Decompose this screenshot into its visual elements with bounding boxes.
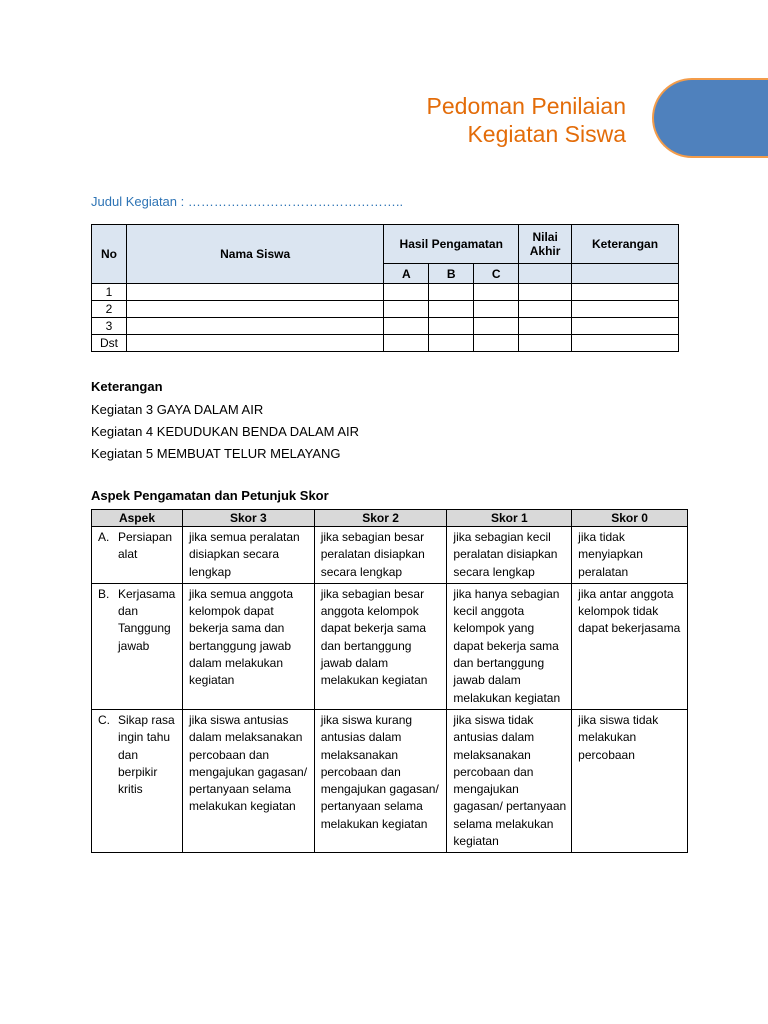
- aspek-label: Sikap rasa ingin tahu dan berpikir kritis: [118, 712, 175, 797]
- aspek-cell: [92, 527, 183, 584]
- aspek-label: Kerjasama dan Tanggung jawab: [118, 586, 176, 653]
- keterangan-item: Kegiatan 5 MEMBUAT TELUR MELAYANG: [91, 446, 341, 461]
- header-hasil-pengamatan: Hasil Pengamatan: [384, 225, 519, 264]
- assessment-table: [91, 224, 679, 352]
- aspek-letter: C.: [98, 712, 110, 727]
- header-keterangan-blank: [572, 264, 679, 284]
- rubric-row-a: [92, 527, 688, 584]
- skor0-cell: jika tidak menyiapkan peralatan: [572, 527, 688, 584]
- row-number: 3: [92, 318, 127, 335]
- header-a: A: [384, 264, 429, 284]
- aspek-title: Aspek Pengamatan dan Petunjuk Skor: [91, 488, 329, 503]
- rubric-header-skor3: Skor 3: [182, 510, 314, 527]
- skor1-cell: jika hanya sebagian kecil anggota kelompok yang dapat bekerja sama dan bertanggung jawab dalam melakukan kegiatan: [447, 583, 572, 709]
- skor3-cell: jika semua peralatan disiapkan secara lengkap: [182, 527, 314, 584]
- aspek-letter: A.: [98, 530, 110, 544]
- skor2-cell: jika sebagian besar anggota kelompok dapat bekerja sama dan bertanggung jawab dalam melakukan kegiatan: [314, 583, 447, 709]
- row-number: 2: [92, 301, 127, 318]
- keterangan-item: Kegiatan 3 GAYA DALAM AIR: [91, 402, 264, 417]
- rubric-header-skor1: Skor 1: [447, 510, 572, 527]
- skor3-cell: jika semua anggota kelompok dapat bekerja sama dan bertanggung jawab dalam melakukan kegiatan: [182, 583, 314, 709]
- table-row: [92, 335, 679, 352]
- header-no: No: [92, 225, 127, 284]
- skor0-cell: jika siswa tidak melakukan percobaan: [572, 709, 688, 852]
- title-line-2: Kegiatan Siswa: [467, 121, 626, 147]
- aspek-cell: [92, 583, 183, 709]
- row-number: Dst: [92, 335, 127, 352]
- rubric-header-skor0: Skor 0: [572, 510, 688, 527]
- row-number: 1: [92, 284, 127, 301]
- table-row: [92, 301, 679, 318]
- aspek-cell: [92, 709, 183, 852]
- rubric-table: [91, 509, 688, 853]
- rubric-header-aspek: Aspek: [92, 510, 183, 527]
- skor2-cell: jika siswa kurang antusias dalam melaksanakan percobaan dan mengajukan gagasan/ pertanyaan selama melakukan kegiatan: [314, 709, 447, 852]
- table-row: [92, 284, 679, 301]
- page-title: [427, 92, 626, 148]
- header-c: C: [474, 264, 519, 284]
- skor2-cell: jika sebagian besar peralatan disiapkan secara lengkap: [314, 527, 447, 584]
- rubric-row-c: [92, 709, 688, 852]
- aspek-letter: B.: [98, 586, 110, 601]
- header-keterangan: Keterangan: [572, 225, 679, 264]
- rubric-header-skor2: Skor 2: [314, 510, 447, 527]
- header-b: B: [429, 264, 474, 284]
- skor3-cell: jika siswa antusias dalam melaksanakan percobaan dan mengajukan gagasan/ pertanyaan selama melakukan kegiatan: [182, 709, 314, 852]
- judul-kegiatan: Judul Kegiatan : …………………………………………..: [91, 194, 404, 209]
- header-nilai-blank: [519, 264, 572, 284]
- keterangan-title: Keterangan: [91, 379, 163, 394]
- table-row: [92, 318, 679, 335]
- skor0-cell: jika antar anggota kelompok tidak dapat bekerjasama: [572, 583, 688, 709]
- rubric-row-b: [92, 583, 688, 709]
- title-line-1: Pedoman Penilaian: [426, 93, 626, 119]
- header-nilai-akhir: Nilai Akhir: [519, 225, 572, 264]
- skor1-cell: jika sebagian kecil peralatan disiapkan secara lengkap: [447, 527, 572, 584]
- header-nama-siswa: Nama Siswa: [126, 225, 383, 284]
- header-tab-decoration: [652, 78, 768, 158]
- keterangan-item: Kegiatan 4 KEDUDUKAN BENDA DALAM AIR: [91, 424, 360, 439]
- aspek-label: Persiapan alat: [118, 530, 173, 562]
- skor1-cell: jika siswa tidak antusias dalam melaksanakan percobaan dan mengajukan gagasan/ pertanyaan selama melakukan kegiatan: [447, 709, 572, 852]
